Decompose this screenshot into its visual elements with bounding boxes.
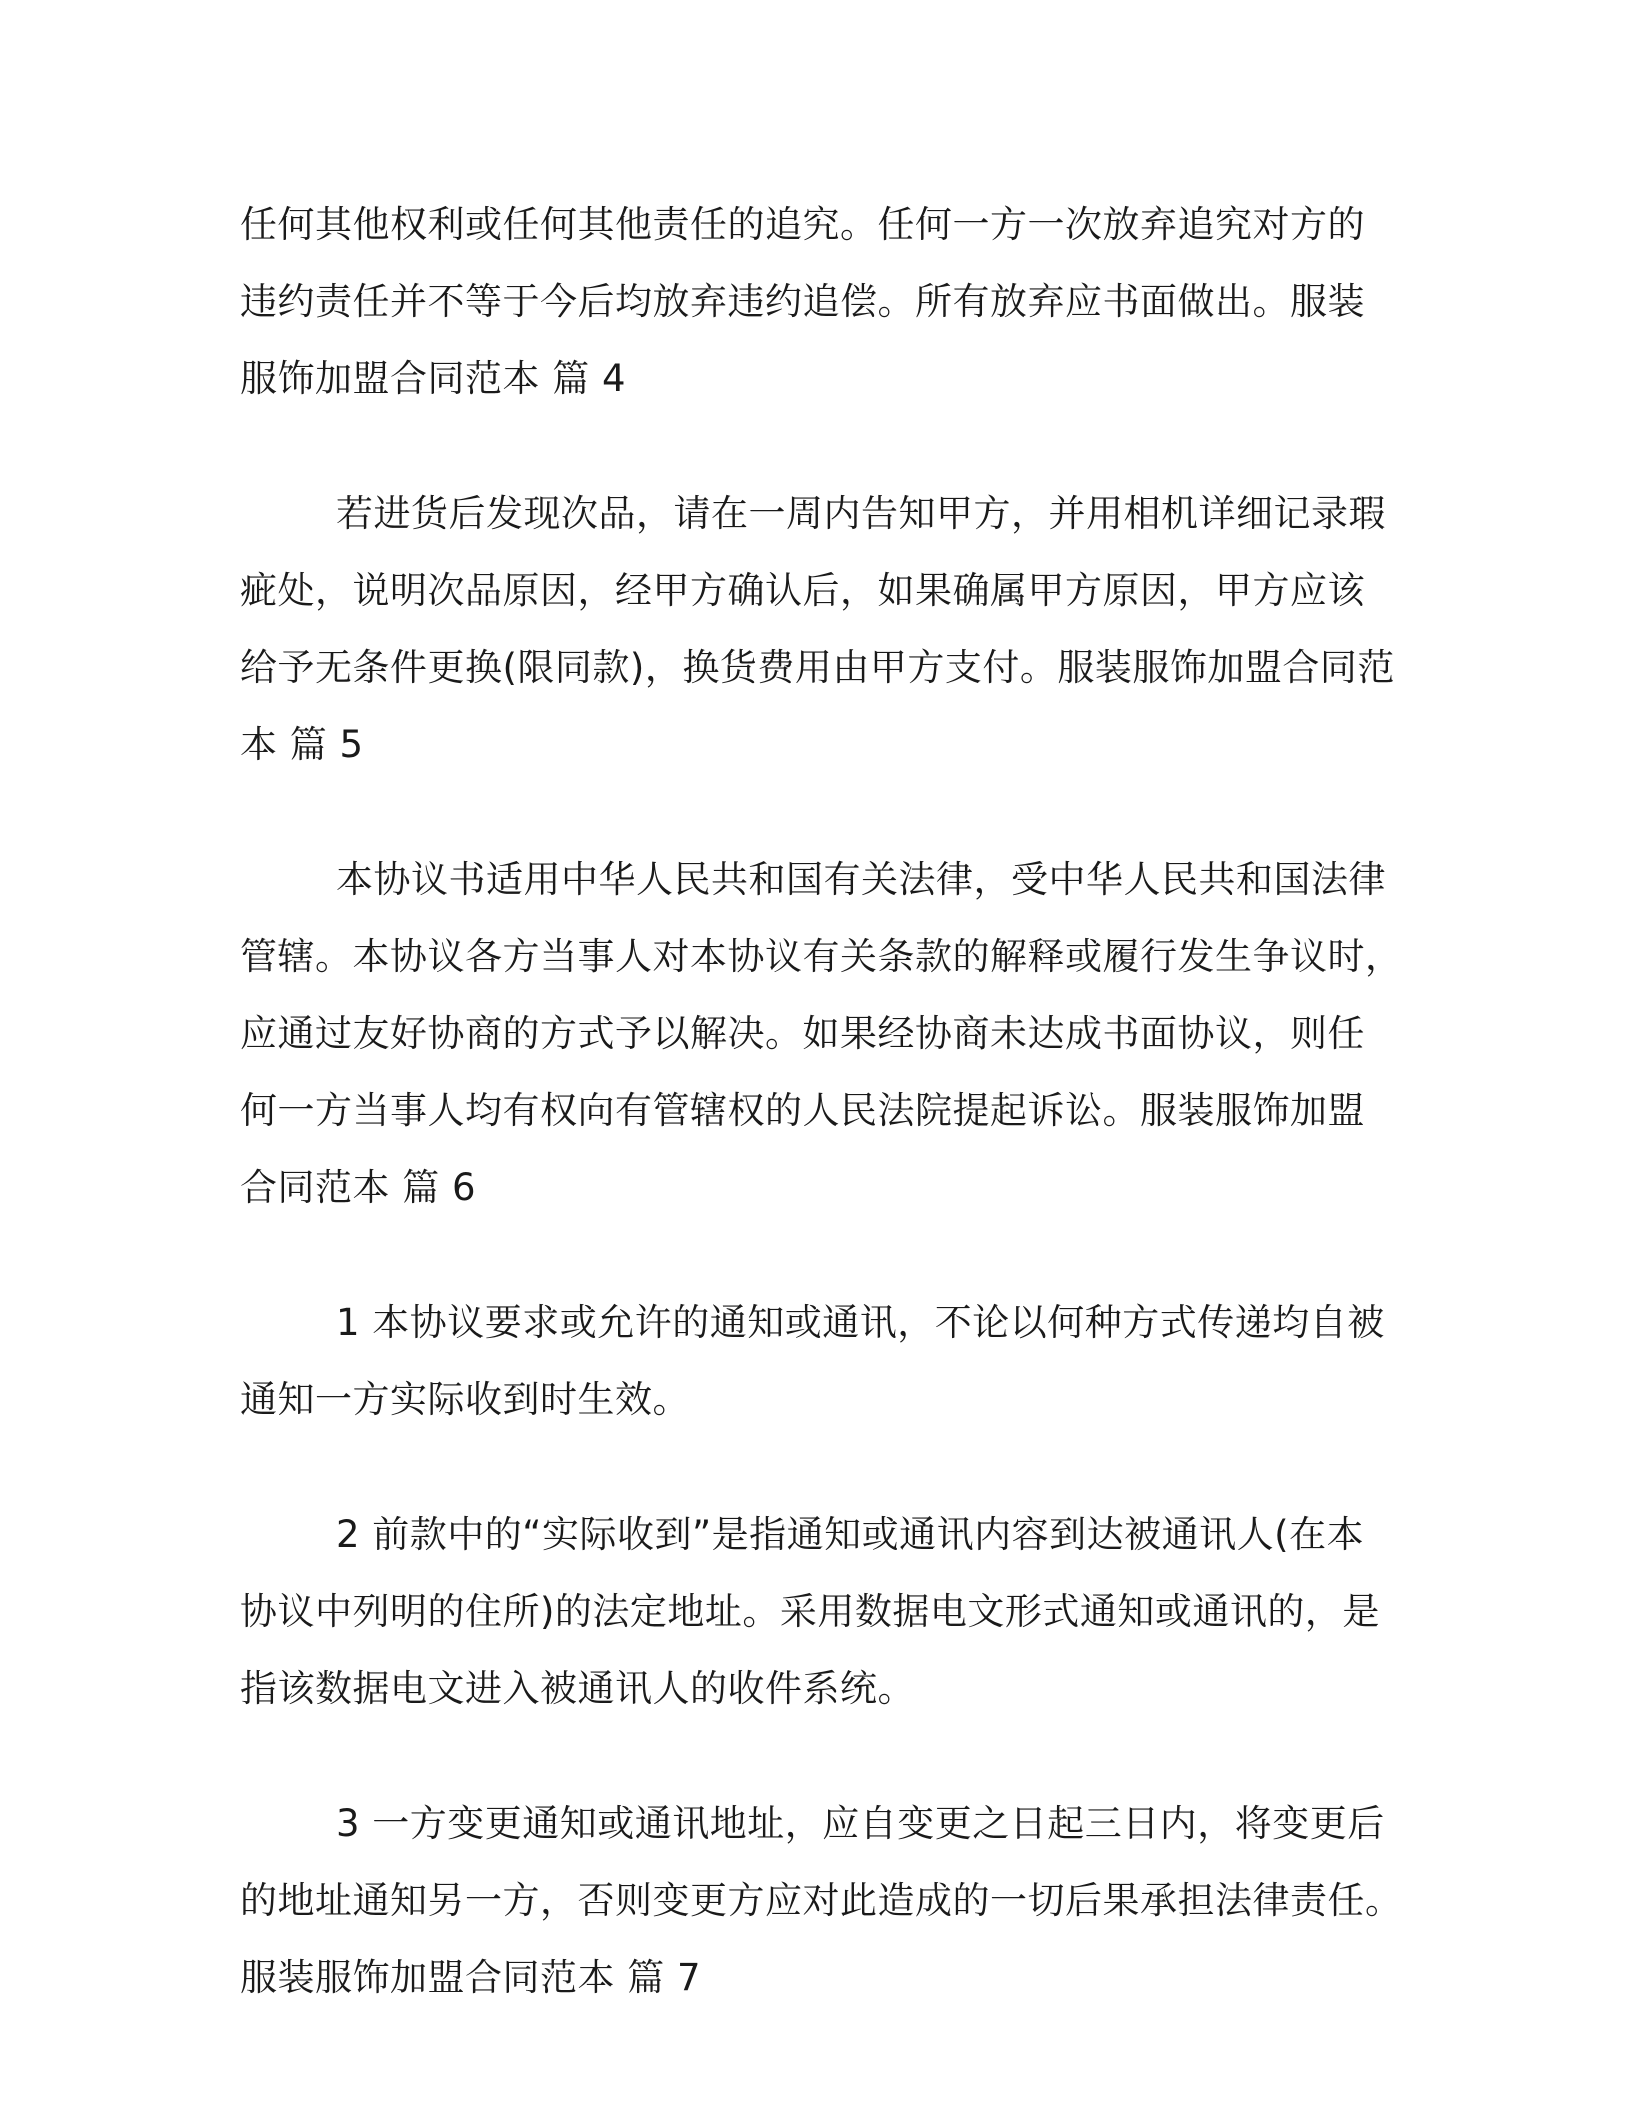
paragraph-gap bbox=[240, 1438, 1390, 1496]
paragraph-gap bbox=[240, 1727, 1390, 1785]
paragraph-5 bbox=[240, 1496, 1390, 1727]
text-line: 违约责任并不等于今后均放弃违约追偿。所有放弃应书面做出。服装 bbox=[240, 280, 1365, 323]
paragraph-3 bbox=[240, 841, 1403, 1226]
text-line: 通知一方实际收到时生效。 bbox=[240, 1378, 690, 1421]
text-line: 合同范本 篇 6 bbox=[240, 1166, 477, 1209]
text-line: 应通过友好协商的方式予以解决。如果经协商未达成书面协议，则任 bbox=[240, 1012, 1365, 1055]
text-line: 协议中列明的住所)的法定地址。采用数据电文形式通知或通讯的，是 bbox=[240, 1590, 1380, 1633]
text-line: 疵处，说明次品原因，经甲方确认后，如果确属甲方原因，甲方应该 bbox=[240, 569, 1365, 612]
paragraph-4 bbox=[240, 1284, 1390, 1438]
text-line: 何一方当事人均有权向有管辖权的人民法院提起诉讼。服装服饰加盟 bbox=[240, 1089, 1365, 1132]
text-line: 给予无条件更换(限同款)，换货费用由甲方支付。服装服饰加盟合同范 bbox=[240, 646, 1395, 689]
text-line: 服装服饰加盟合同范本 篇 7 bbox=[240, 1956, 702, 1999]
paragraph-gap bbox=[240, 783, 1390, 841]
document-body bbox=[240, 186, 1403, 2016]
paragraph-6 bbox=[240, 1785, 1403, 2016]
paragraph-2 bbox=[240, 475, 1395, 783]
paragraph-1 bbox=[240, 186, 1390, 417]
paragraph-gap bbox=[240, 417, 1390, 475]
text-line: 1 本协议要求或允许的通知或通讯，不论以何种方式传递均自被 bbox=[336, 1301, 1385, 1344]
text-line: 本协议书适用中华人民共和国有关法律，受中华人民共和国法律 bbox=[336, 858, 1386, 901]
text-line: 本 篇 5 bbox=[240, 723, 364, 766]
paragraph-gap bbox=[240, 1226, 1390, 1284]
text-line: 管辖。本协议各方当事人对本协议有关条款的解释或履行发生争议时， bbox=[240, 935, 1403, 978]
text-line: 任何其他权利或任何其他责任的追究。任何一方一次放弃追究对方的 bbox=[240, 203, 1365, 246]
text-line: 服饰加盟合同范本 篇 4 bbox=[240, 357, 627, 400]
text-line: 若进货后发现次品，请在一周内告知甲方，并用相机详细记录瑕 bbox=[336, 492, 1386, 535]
text-line: 的地址通知另一方，否则变更方应对此造成的一切后果承担法律责任。 bbox=[240, 1879, 1403, 1922]
text-line: 3 一方变更通知或通讯地址，应自变更之日起三日内，将变更后 bbox=[336, 1802, 1385, 1845]
text-line: 指该数据电文进入被通讯人的收件系统。 bbox=[240, 1667, 915, 1710]
text-line: 2 前款中的“实际收到”是指通知或通讯内容到达被通讯人(在本 bbox=[336, 1513, 1365, 1556]
